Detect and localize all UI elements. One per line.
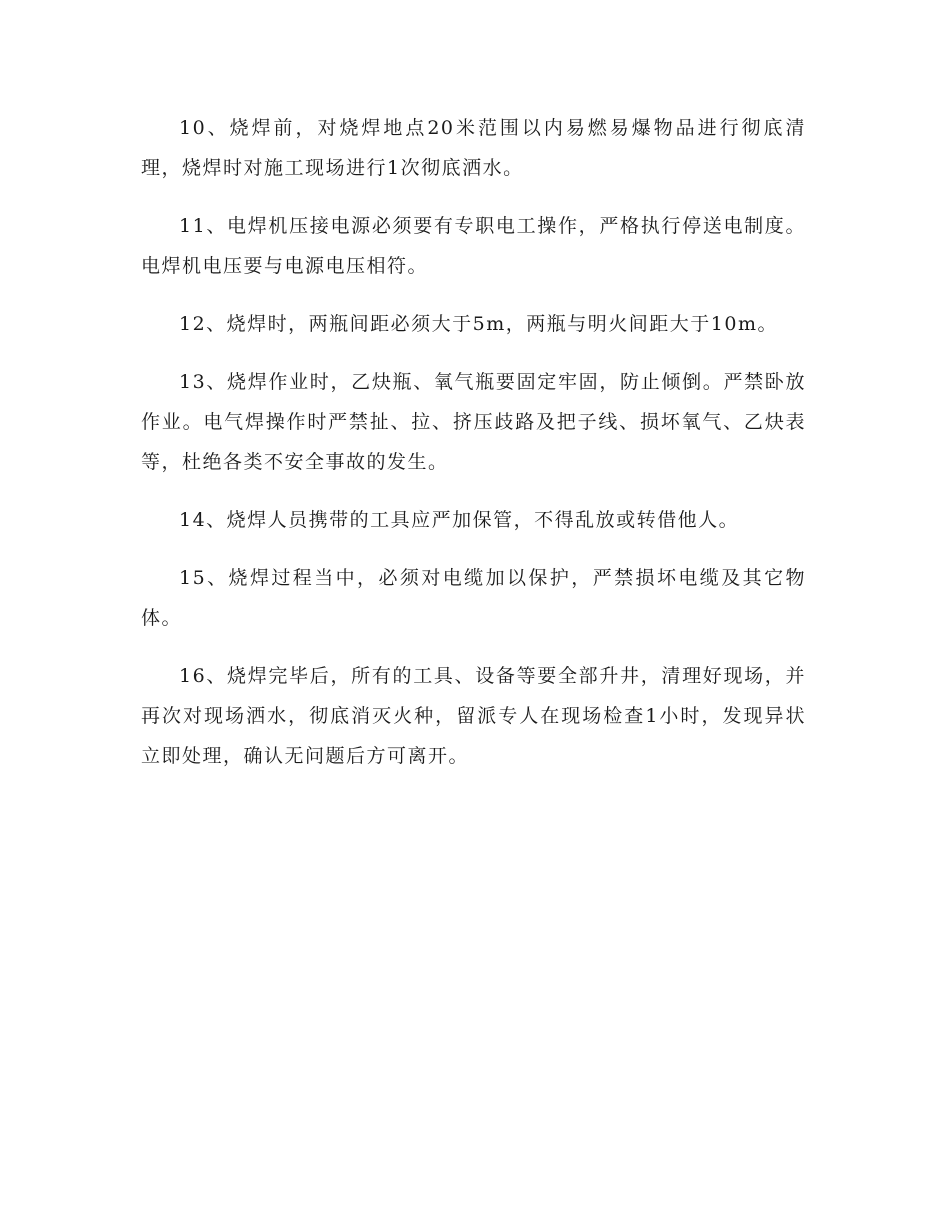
paragraph-item-11: 11、电焊机压接电源必须要有专职电工操作，严格执行停送电制度。电焊机电压要与电源电压相符。	[141, 215, 806, 277]
paragraph-item-16: 16、烧焊完毕后，所有的工具、设备等要全部升井，清理好现场，并再次对现场洒水，彻底消灭火种，留派专人在现场检查1小时，发现异状立即处理，确认无问题后方可离开。	[141, 665, 806, 767]
paragraph-item-10: 10、烧焊前，对烧焊地点20米范围以内易燃易爆物品进行彻底清理，烧焊时对施工现场进行1次彻底洒水。	[141, 117, 806, 179]
paragraph-item-12: 12、烧焊时，两瓶间距必须大于5m，两瓶与明火间距大于10m。	[179, 313, 778, 335]
paragraph-item-15: 15、烧焊过程当中，必须对电缆加以保护，严禁损坏电缆及其它物体。	[141, 567, 806, 629]
paragraph-item-14: 14、烧焊人员携带的工具应严加保管，不得乱放或转借他人。	[179, 509, 740, 531]
paragraph-item-13: 13、烧焊作业时，乙炔瓶、氧气瓶要固定牢固，防止倾倒。严禁卧放作业。电气焊操作时严禁扯、拉、挤压歧路及把子线、损坏氧气、乙炔表等，杜绝各类不安全事故的发生。	[141, 371, 806, 473]
document-body	[141, 108, 806, 794]
